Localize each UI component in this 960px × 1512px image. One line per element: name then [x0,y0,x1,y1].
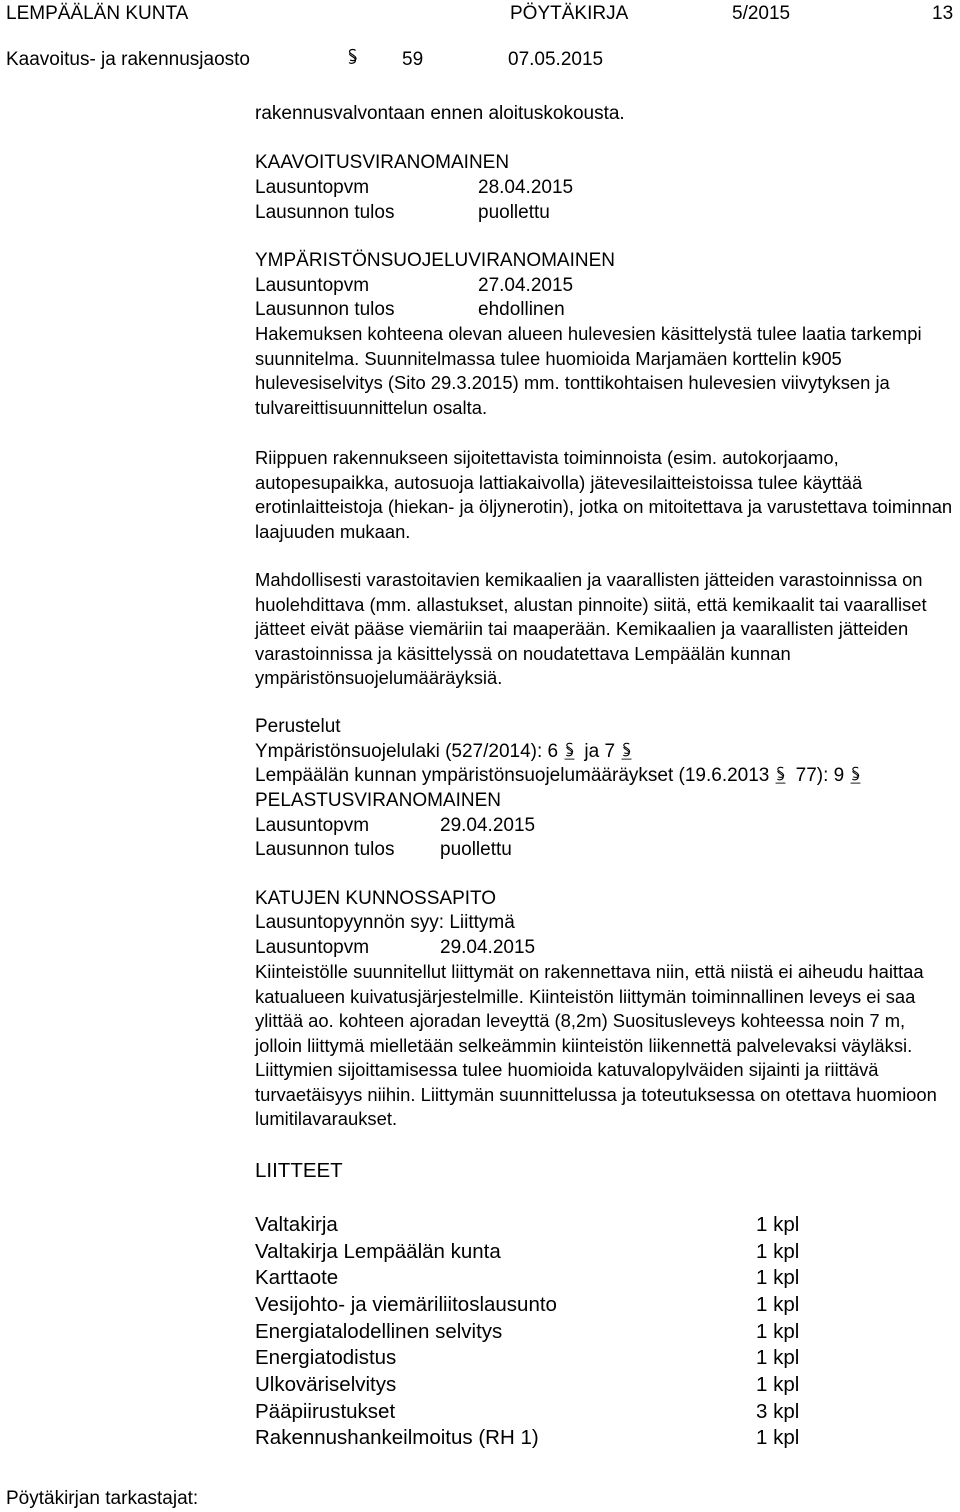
attachment-name: Valtakirja Lempäälän kunta [255,1240,501,1263]
ymparisto-date-label: Lausuntopvm [255,275,370,296]
section-icon [347,48,358,73]
ymparisto-paragraph-1: Hakemuksen kohteena olevan alueen hulevesien käsittelystä tulee laatia tarkempi suunnitelma. Suunnitelmassa tulee huomioida Marjamäen korttelin k905 hulevesiselvitys (Sito 29.3.2015) mm. tonttikohtaisen hulevesien viivytyksen ja tulvareittisuunnittelun osalta. [255,323,922,418]
list-item [255,1318,815,1345]
ymparisto-result-value: ehdollinen [478,299,565,320]
ymparisto-date-value: 27.04.2015 [478,275,574,296]
list-item [255,1211,815,1238]
ymparisto-result-label: Lausunnon tulos [255,299,395,320]
attachment-name: Valtakirja [255,1213,338,1236]
perustelut-line-2 [255,764,861,788]
kaavoitus-title: KAAVOITUSVIRANOMAINEN [255,152,510,173]
perustelut-title: Perustelut [255,716,341,737]
attachment-name: Energiatodistus [255,1346,397,1369]
pelastus-date-value: 29.04.2015 [440,815,536,836]
meeting-date: 07.05.2015 [508,49,604,70]
attachment-qty: 1 kpl [756,1213,800,1236]
attachment-name: Vesijohto- ja viemäriliitoslausunto [255,1293,557,1316]
document-type: PÖYTÄKIRJA [510,3,629,24]
attachment-qty: 1 kpl [756,1293,800,1316]
kaavoitus-result-label: Lausunnon tulos [255,202,395,223]
organization-name: LEMPÄÄLÄN KUNTA [6,3,189,24]
kaavoitus-date-label: Lausuntopvm [255,177,370,198]
ymparisto-paragraph-2: Riippuen rakennukseen sijoitettavista toiminnoista (esim. autokorjaamo, autopesupaikka, autosuoja lattiakaivolla) jätevesilaitteistoissa tulee käyttää erotinlaitteistoja (hiekan- ja öljynerotin), jotka on mitoitettava ja varustettava toiminnan laajuuden mukaan. [255,447,953,542]
liitteet-title: LIITTEET [255,1159,343,1182]
list-item [255,1371,815,1398]
attachment-name: Ulkoväriselvitys [255,1373,397,1396]
list-item [255,1238,815,1265]
attachment-qty: 1 kpl [756,1373,800,1396]
attachment-name: Rakennushankeilmoitus (RH 1) [255,1426,539,1449]
list-item [255,1398,815,1425]
pelastus-date-label: Lausuntopvm [255,815,370,836]
attachment-qty: 3 kpl [756,1400,800,1423]
perustelut-line-2-mid: 77): 9 [795,765,845,786]
list-item [255,1291,815,1318]
list-item [255,1264,815,1291]
ymparisto-paragraph-3: Mahdollisesti varastoitavien kemikaalien ja vaarallisten jätteiden varastoinnissa on huolehdittava (mm. allastukset, alustan pinnoite) siitä, että kemikaalit tai vaaralliset jätteet eivät pääse viemäriin tai maaperään. Kemikaalien ja vaarallisten jätteiden varastoinnissa ja käsittelyssä on noudatettava Lempäälän kunnan ympäristönsuojelumääräyksiä. [255,569,927,688]
section-icon [564,740,575,764]
ymparisto-title: YMPÄRISTÖNSUOJELUVIRANOMAINEN [255,250,615,271]
page-number: 13 [932,3,954,24]
katujen-date-label: Lausuntopvm [255,937,370,958]
section-icon [775,764,786,788]
document-number: 5/2015 [732,3,791,24]
katujen-date-value: 29.04.2015 [440,937,536,958]
list-item [255,1344,815,1371]
intro-line: rakennusvalvontaan ennen aloituskokousta. [255,103,625,124]
pelastus-title: PELASTUSVIRANOMAINEN [255,790,501,811]
list-item [255,1424,815,1451]
attachment-name: Pääpiirustukset [255,1400,396,1423]
katujen-paragraph: Kiinteistölle suunnitellut liittymät on rakennettava niin, että niistä ei aiheudu haittaa katualueen kuivatusjärjestelmille. Kiinteistön liittymän toiminnallinen leveys ei saa ylittää ao. kohteen ajoradan leveyttä (8,2m) Suositusleveys kohteessa noin 7 m, jolloin liittymä mielletään selkeämmin kiinteistön liikennettä palvelevaksi väyläksi. Liittymien sijoittamisessa tulee huomioida katuvalopylväiden sijainti ja riittävä turvaetäisyys niihin. Liittymän suunnittelussa ja toteutuksessa on otettava huomioon lumitilavaraukset. [255,961,937,1129]
section-icon [850,764,861,788]
pelastus-result-value: puollettu [440,839,512,860]
katujen-reason: Lausuntopyynnön syy: Liittymä [255,912,515,933]
kaavoitus-result-value: puollettu [478,202,550,223]
section-number: 59 [402,49,424,70]
committee-name: Kaavoitus- ja rakennusjaosto [6,49,250,70]
perustelut-line-1-text: Ympäristönsuojelulaki (527/2014): 6 [255,741,559,762]
attachment-qty: 1 kpl [756,1320,800,1343]
perustelut-line-2-text: Lempäälän kunnan ympäristönsuojelumääräykset (19.6.2013 [255,765,770,786]
perustelut-line-1 [255,740,632,764]
pelastus-result-label: Lausunnon tulos [255,839,395,860]
attachment-qty: 1 kpl [756,1346,800,1369]
perustelut-line-1-mid: ja 7 [584,741,616,762]
attachment-name: Energiatalodellinen selvitys [255,1320,503,1343]
kaavoitus-date-value: 28.04.2015 [478,177,574,198]
attachment-qty: 1 kpl [756,1240,800,1263]
footer-reviewers-label: Pöytäkirjan tarkastajat: [6,1488,199,1509]
section-icon [621,740,632,764]
attachment-qty: 1 kpl [756,1426,800,1449]
attachment-qty: 1 kpl [756,1266,800,1289]
katujen-title: KATUJEN KUNNOSSAPITO [255,888,497,909]
attachment-name: Karttaote [255,1266,339,1289]
